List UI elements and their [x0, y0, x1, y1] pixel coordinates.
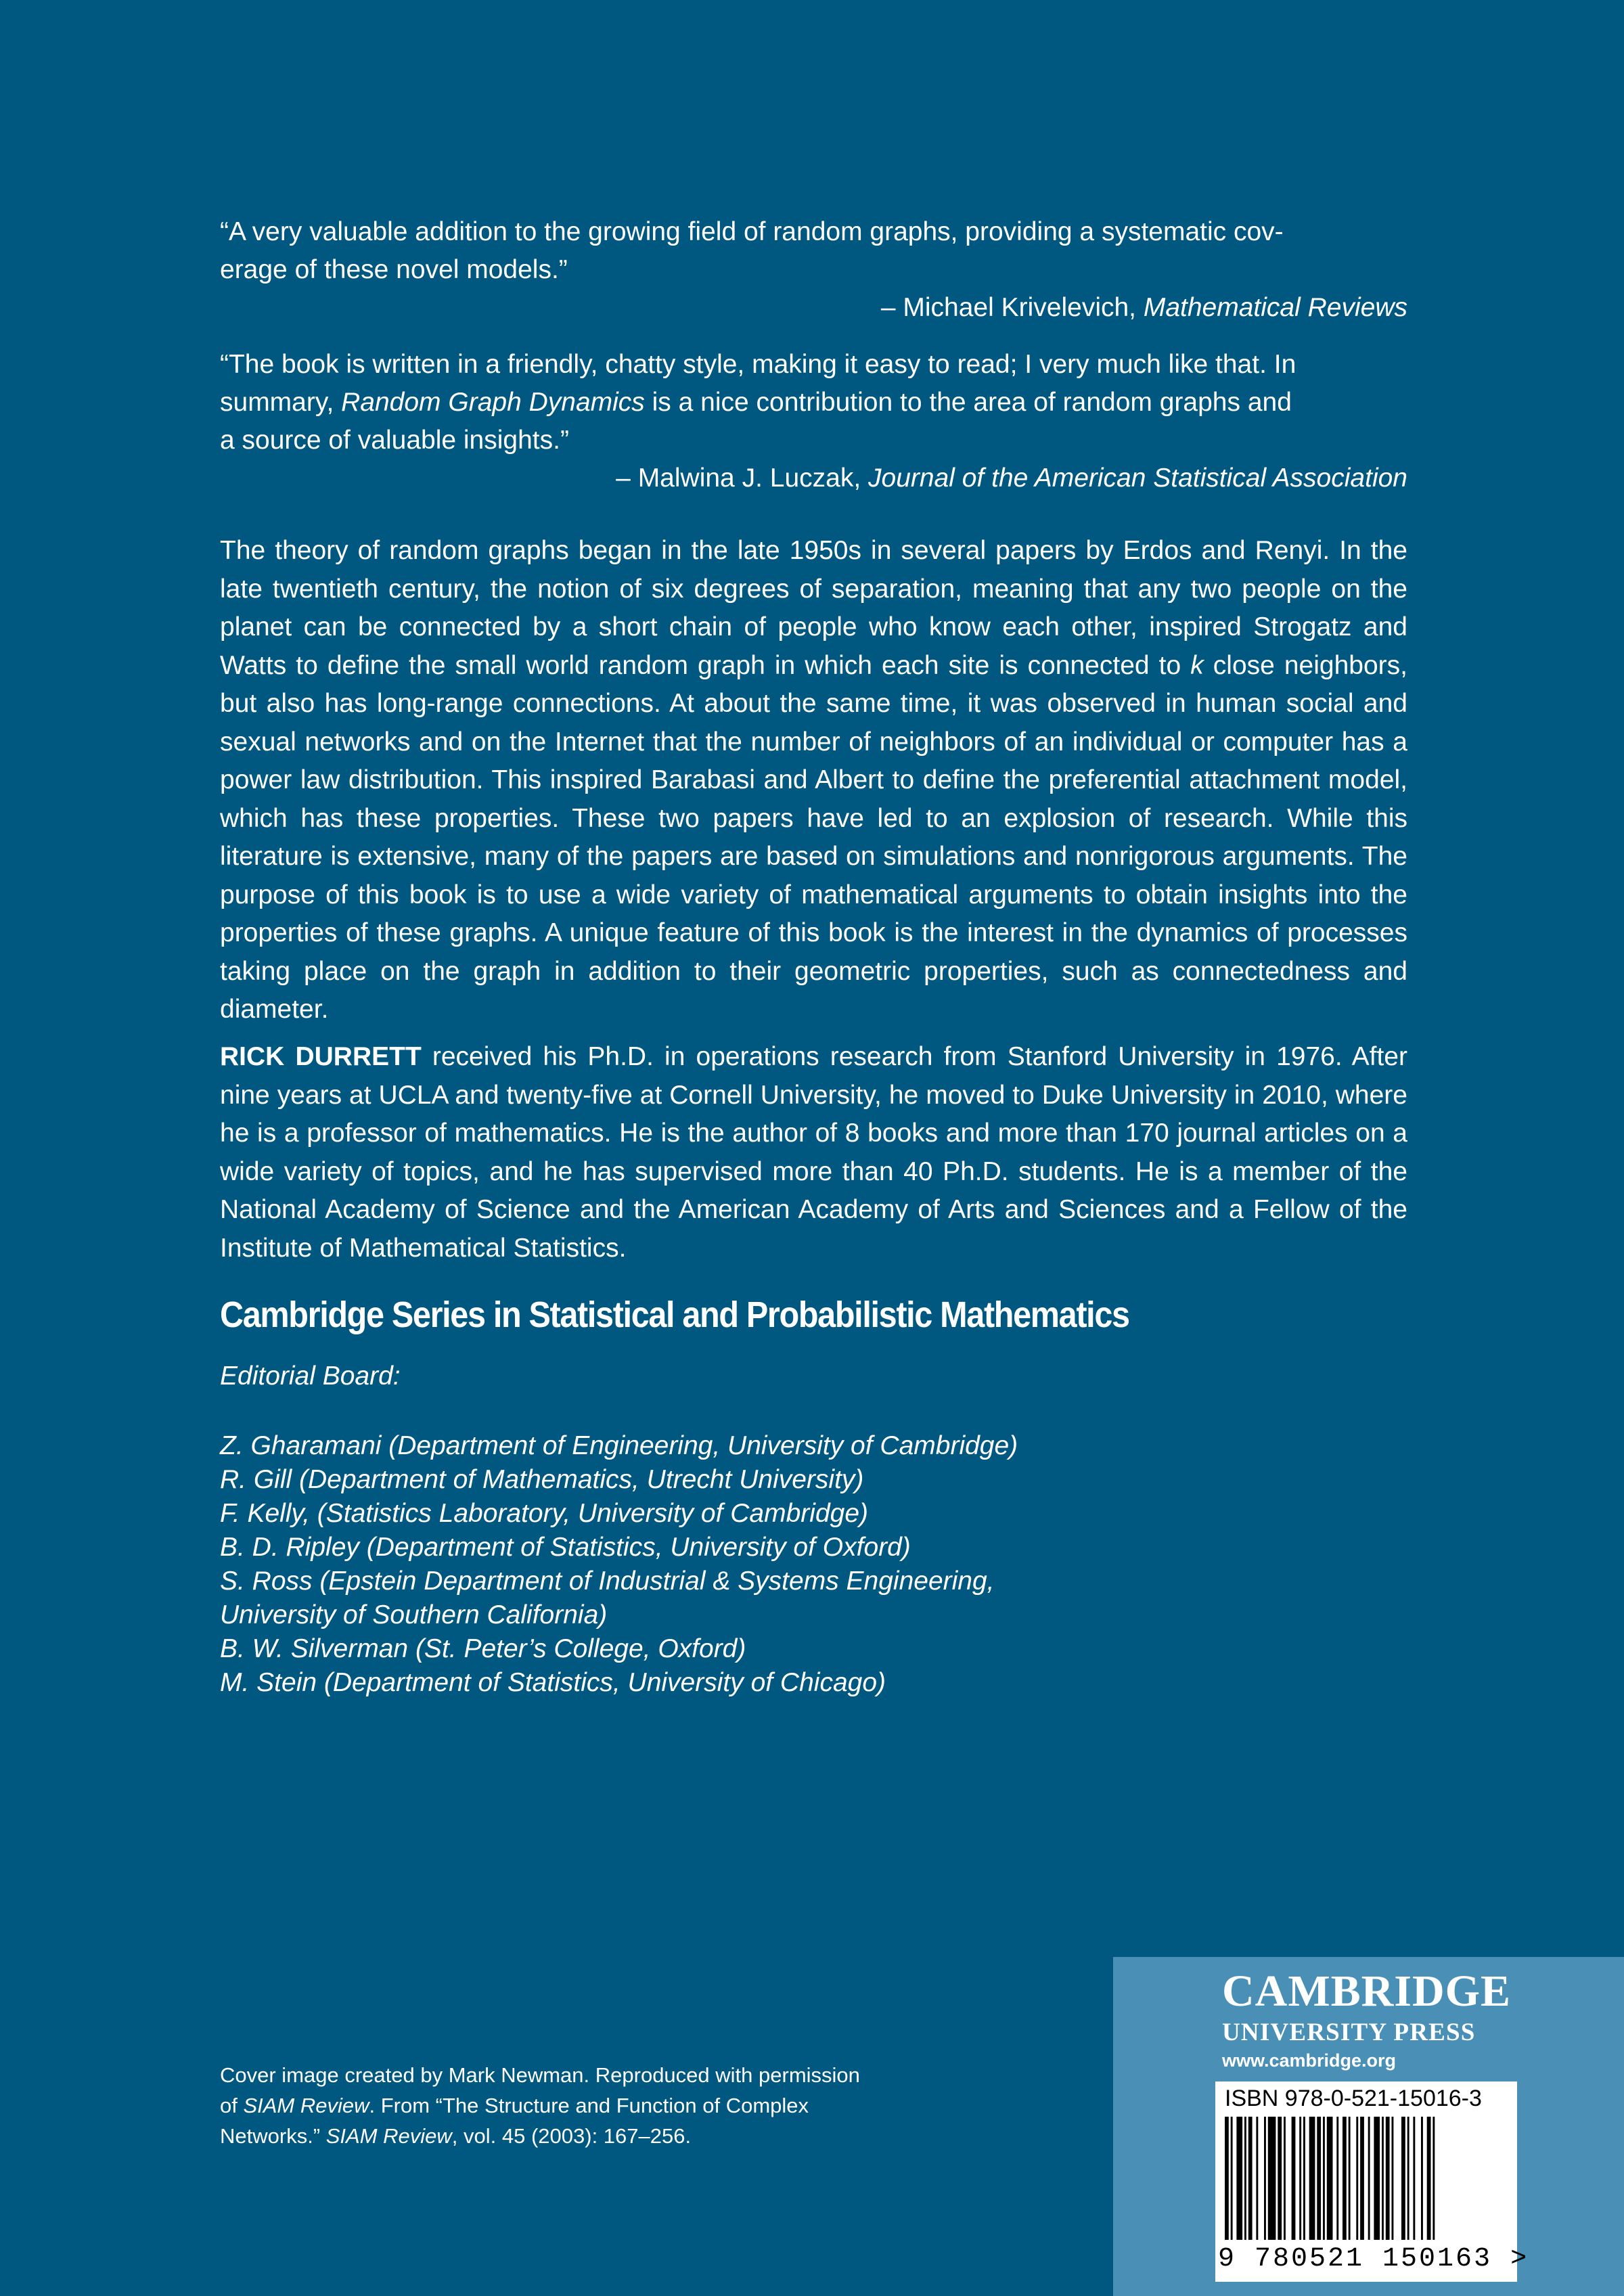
barcode-bar: [1309, 2117, 1315, 2240]
barcode-bar: [1268, 2117, 1276, 2240]
barcode-bar: [1299, 2117, 1301, 2240]
barcode-bar: [1336, 2117, 1338, 2240]
board-member: B. W. Silverman (St. Peter’s College, Oxford): [220, 1634, 746, 1663]
barcode-bar: [1386, 2117, 1390, 2240]
barcode-box: [1215, 2081, 1529, 2282]
author-bio: RICK DURRETT received his Ph.D. in operations research from Stanford University in 1976. After nine years at UCLA and twenty-five at Cornell University, he moved to Duke University in 2010, where he is a professor of mathematics. He is the author of 8 books and more than 170 journal articles on a wide variety of topics, and he has supervised more than 40 Ph.D. students. He is a member of the National Academy of Science and the American Academy of Arts and Sciences and a Fellow of the Institute of Mathematical Statistics.: [220, 1042, 1407, 1263]
board-member: S. Ross (Epstein Department of Industrial & Systems Engineering,: [220, 1567, 995, 1596]
barcode-bar: [1356, 2117, 1358, 2240]
review-quote-2: [220, 346, 1407, 497]
barcode-bar: [1231, 2117, 1233, 2240]
cover-image-credit: Cover image created by Mark Newman. Reproduced with permission of SIAM Review. From “The Structure and Function of Complex Networks.” SIAM Review, vol. 45 (2003): 167–256.: [220, 2063, 860, 2148]
barcode-bar: [1303, 2117, 1305, 2240]
quote-1-attribution: – Michael Krivelevich, Mathematical Reviews: [880, 293, 1407, 322]
barcode-icon: [1222, 2117, 1506, 2240]
barcode-bar: [1323, 2117, 1325, 2240]
quote-2-line-2: summary, Random Graph Dynamics is a nice contribution to the area of random graphs and: [220, 388, 1292, 417]
isbn-label: ISBN 978-0-521-15016-3: [1225, 2086, 1482, 2111]
publisher-subname: UNIVERSITY PRESS: [1222, 2019, 1476, 2046]
barcode-bar: [1407, 2117, 1409, 2240]
barcode-bar: [1256, 2117, 1258, 2240]
barcode-bar: [1236, 2117, 1242, 2240]
quote-2-line-1: “The book is written in a friendly, chatty style, making it easy to read; I very much like that. In: [220, 350, 1296, 379]
barcode-bar: [1317, 2117, 1321, 2240]
barcode-bar: [1292, 2117, 1296, 2240]
board-member: Z. Gharamani (Department of Engineering, University of Cambridge): [220, 1431, 1018, 1460]
barcode-bar: [1433, 2117, 1435, 2240]
barcode-bar: [1413, 2117, 1415, 2240]
barcode-bar: [1392, 2117, 1394, 2240]
barcode-bar: [1343, 2117, 1347, 2240]
book-description: The theory of random graphs began in the late 1950s in several papers by Erdos and Renyi. In the late twentieth century, the notion of six degrees of separation, meaning that any two people on the planet can be connected by a short chain of people who know each other, inspired Strogatz and Watts to define the small world random graph in which each site is connected to k close neighbors, but also has long-range connections. At about the same time, it was observed in human social and sexual networks and on the Internet that the number of neighbors of an individual or computer has a power law distribution. This inspired Barabasi and Albert to define the preferential attachment model, which has these properties. These two papers have led to an explosion of research. While this literature is extensive, many of the papers are based on simulations and nonrigorous arguments. The purpose of this book is to use a wide variety of mathematical arguments to obtain insights into the properties of these graphs. A unique feature of this book is the interest in the dynamics of processes taking place on the graph in addition to their geometric properties, such as connectedness and diameter.: [220, 536, 1407, 1024]
barcode-bar: [1278, 2117, 1282, 2240]
board-member: R. Gill (Department of Mathematics, Utrecht University): [220, 1465, 864, 1494]
quote-2-attribution: – Malwina J. Luczak, Journal of the American Statistical Association: [616, 464, 1407, 493]
publisher-logo: CAMBRIDGE: [1222, 1966, 1512, 2016]
barcode-bar: [1401, 2117, 1405, 2240]
author-name: RICK DURRETT: [220, 1042, 422, 1071]
board-member: M. Stein (Department of Statistics, University of Chicago): [220, 1668, 886, 1697]
barcode-bar: [1248, 2117, 1253, 2240]
barcode-bar: [1374, 2117, 1380, 2240]
editorial-board-list: [220, 1429, 1018, 1700]
quote-2-line-3: a source of valuable insights.”: [220, 426, 569, 455]
barcode-bar: [1225, 2117, 1229, 2240]
barcode-bar: [1264, 2117, 1266, 2240]
barcode-bar: [1349, 2117, 1351, 2240]
barcode-bar: [1360, 2117, 1364, 2240]
barcode-bar: [1327, 2117, 1333, 2240]
quote-1-line-2: erage of these novel models.”: [220, 255, 568, 284]
barcode-bar: [1284, 2117, 1286, 2240]
board-member: University of Southern California): [220, 1600, 608, 1629]
series-title: Cambridge Series in Statistical and Probabilistic Mathematics: [220, 1295, 1129, 1335]
editorial-board-heading: Editorial Board:: [220, 1361, 401, 1391]
publisher-website: www.cambridge.org: [1222, 2050, 1397, 2071]
barcode-bar: [1368, 2117, 1370, 2240]
quote-1-line-1: “A very valuable addition to the growing field of random graphs, providing a systematic cov-: [220, 217, 1284, 246]
review-quote-1: [220, 213, 1407, 327]
barcode-bar: [1421, 2117, 1423, 2240]
barcode-digits: 9 780521 150163 >: [1218, 2244, 1529, 2274]
board-member: B. D. Ripley (Department of Statistics, University of Oxford): [220, 1533, 911, 1562]
barcode-bar: [1382, 2117, 1384, 2240]
board-member: F. Kelly, (Statistics Laboratory, University of Cambridge): [220, 1499, 868, 1528]
barcode-bar: [1427, 2117, 1431, 2240]
barcode-bar: [1244, 2117, 1246, 2240]
